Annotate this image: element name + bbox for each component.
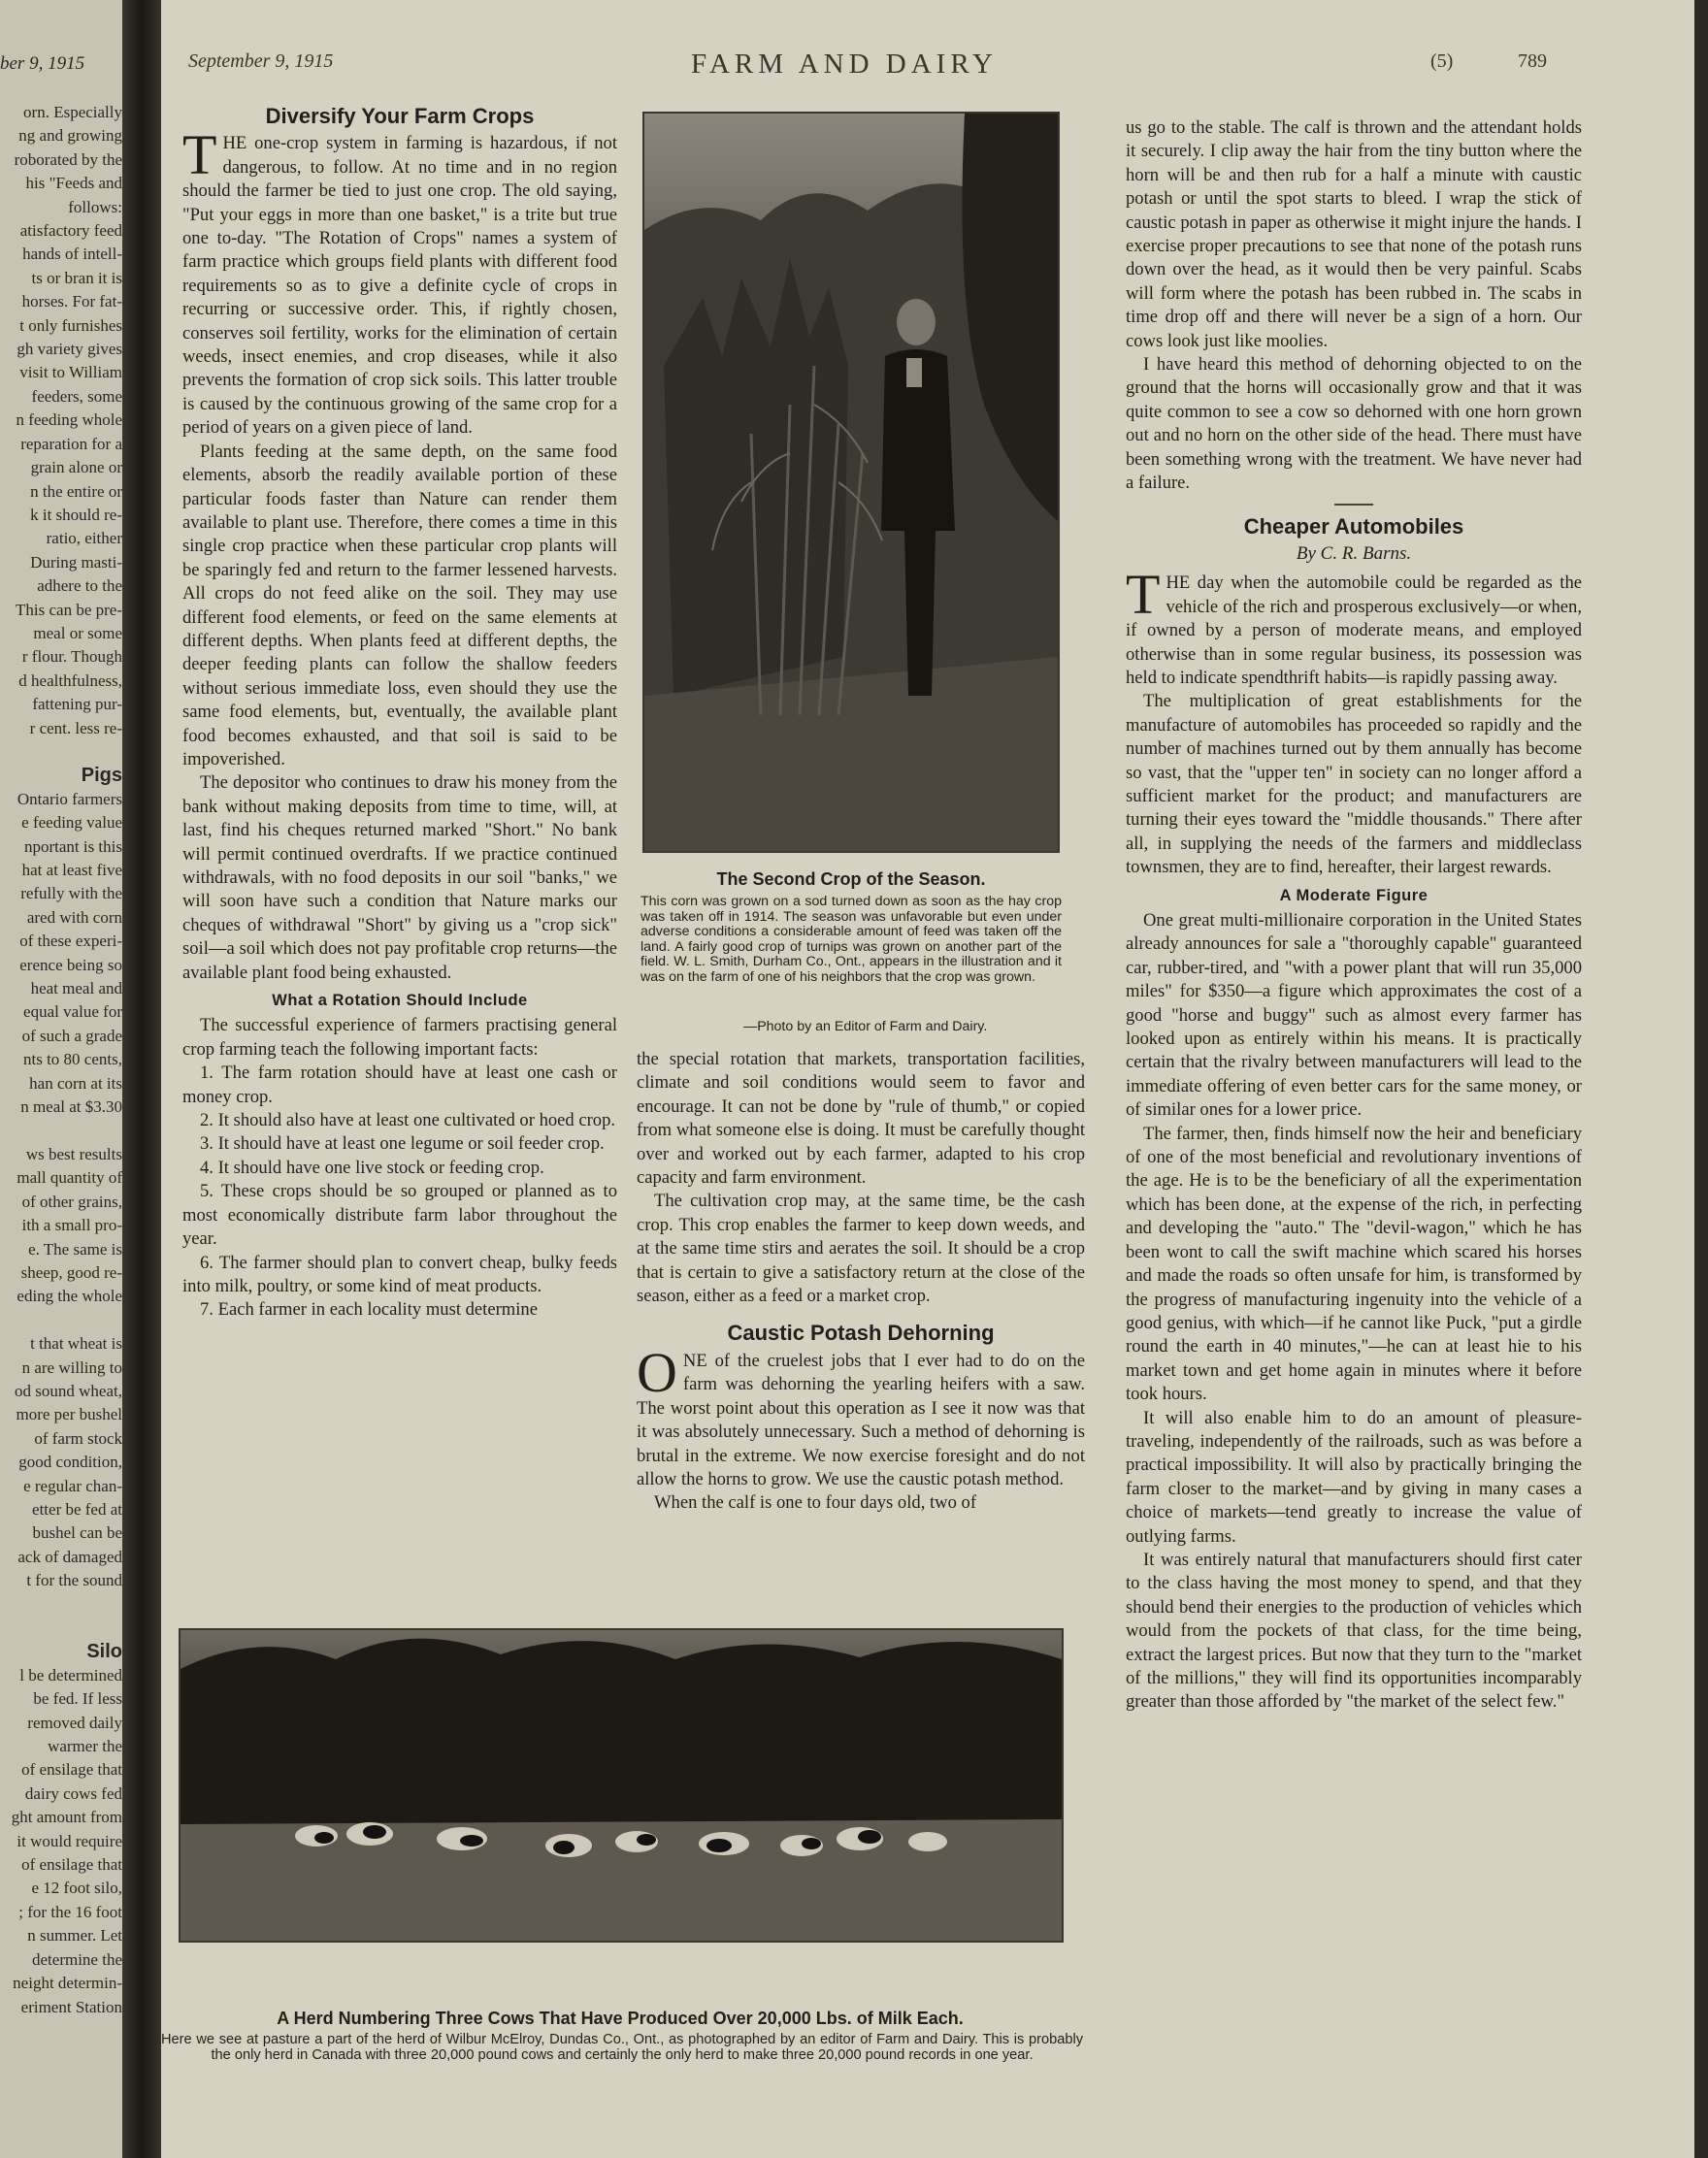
previous-page-line: more per bushel bbox=[16, 1405, 122, 1424]
previous-page-line: nportant is this bbox=[23, 836, 122, 856]
article-paragraph: The depositor who continues to draw his money from the bank without making deposits from time to time, will, at last, find his cheques returned marked "Short." No bank will permit continued overdrafts. If we practice continued withdrawals, with no food deposits in our soil "banks," we will soon have such a condition that Nature marks our cheques of withdrawal "Short" by giving us a "crop sick" soil—a soil which does not pay profitable crop returns—the available plant food being exhausted. bbox=[182, 772, 617, 983]
previous-page-line: etter be fed at bbox=[32, 1499, 122, 1519]
list-item: 3. It should have at least one legume or soil feeder crop. bbox=[200, 1133, 605, 1155]
article-paragraph: us go to the stable. The calf is thrown and the attendant holds it securely. I clip away the hair from the tiny button where the horn will be and then rub for a half a minute with caustic potash or until the spot starts to bleed. I wrap the stick of caustic potash in paper as otherwise it might injure the hands. I exercise proper precautions to see that none of the potash runs down over the head, as it would then be very painful. Scabs will form where the potash has been rubbed in. The scabs in time drop off and there will never be a sign of a horn. Our cows look just like moolies. bbox=[1126, 117, 1582, 351]
previous-page-line: of ensilage that bbox=[21, 1855, 122, 1875]
list-item: 2. It should also have at least one cultivated or hoed crop. bbox=[200, 1110, 616, 1131]
previous-page-line: hands of intell- bbox=[22, 245, 122, 264]
article-paragraph: the special rotation that markets, transportation facilities, climate and soil conditions would seem to favor and encourage. It can not be done by "rule of thumb," or copied from what someone else is doing. It must be carefully thought over and worked out by each farmer, adapted to his crop capacity and farm environment. bbox=[637, 1049, 1085, 1189]
previous-page-line: e feeding value bbox=[21, 813, 122, 833]
previous-page-line: e regular chan- bbox=[23, 1476, 122, 1495]
previous-page-line: k it should re- bbox=[30, 505, 122, 524]
article-paragraph: The farmer, then, finds himself now the heir and beneficiary of one of the most beneficial and revolutionary inventions of the age. He is to be the beneficiary of all the experimentation which has been done, at the expense of the rich, in perfecting and developing the "auto." The "devil-wagon," which he has been wont to call the swift machine which scared his horses and made the roads so often unsafe for him, is transformed by the progress of manufacturing ingenuity into the vehicle of a good genius, with which—if he cannot like Puck, "put a girdle round the earth in 40 minutes,"—he can at least hie to his market town and get home again in minutes where it before took hours. bbox=[1126, 1123, 1582, 1405]
caption-body-herd: Here we see at pasture a part of the herd of Wilbur McElroy, Dundas Co., Ont., as photographed by an editor of Farm and Dairy. This is probably the only herd in Canada with three 20,000 pound cows and certainly the only herd to make three 20,000 pound records in one year. bbox=[161, 2032, 1083, 2064]
book-gutter bbox=[122, 0, 165, 2158]
previous-page-line: ght amount from bbox=[11, 1808, 122, 1827]
previous-page-line: follows: bbox=[68, 197, 122, 216]
previous-page-strip bbox=[0, 0, 124, 2158]
previous-page-line: roborated by the bbox=[14, 149, 122, 169]
previous-page-line: of farm stock bbox=[34, 1428, 122, 1448]
subheading-rotation: What a Rotation Should Include bbox=[272, 992, 528, 1010]
previous-page-line: n feeding whole bbox=[16, 410, 122, 430]
subheading-moderate-figure: A Moderate Figure bbox=[1279, 886, 1429, 904]
previous-page-line: bushel can be bbox=[32, 1523, 122, 1543]
paragraph-text: NE of the cruelest jobs that I ever had to do on the farm was dehorning the yearling heifers with a saw. The worst point about this operation as I see it now was that it was absolutely unnecessary. Such a method of dehorning is brutal in the extreme. We now exercise foresight and do not allow the horns to grow. We use the caustic potash method. bbox=[637, 1350, 1085, 1489]
byline: By C. R. Barns. bbox=[1296, 542, 1412, 564]
previous-page-line: of such a grade bbox=[21, 1026, 122, 1045]
previous-page-line: t only furnishes bbox=[19, 315, 122, 335]
article-paragraph bbox=[1126, 563, 1582, 690]
previous-page-line: Pigs bbox=[81, 765, 122, 787]
previous-page-line: ack of damaged bbox=[17, 1547, 122, 1566]
article-paragraph: Plants feeding at the same depth, on the same food elements, absorb the readily available portion of these particular foods faster than Nature can render them available to plant use. Therefore, there comes a time in this single crop practice when these particular crop plants will be sparingly fed and return to the farmer lessened harvests. All crops do not feed alike on the soil. They may use different food elements, or feed on the same elements at different depths. When plants feed at different depths, the deeper feeding plants can follow the shallow feeders without serious immediate loss, even should they use the same food elements, but, eventually, the available plant food becomes exhausted, and that soil is said to be impoverished. bbox=[182, 441, 617, 769]
previous-page-line: his "Feeds and bbox=[25, 174, 122, 193]
page-number-paren: (5) bbox=[1430, 50, 1454, 72]
previous-page-line: n summer. Let bbox=[27, 1926, 122, 1945]
list-item: 5. These crops should be so grouped or planned as to most economically distribute farm labor throughout the year. bbox=[182, 1181, 617, 1250]
column-three bbox=[1126, 116, 1582, 1715]
masthead-title: FARM AND DAIRY bbox=[691, 49, 999, 80]
photo-credit: —Photo by an Editor of Farm and Dairy. bbox=[743, 1019, 988, 1034]
previous-page-line: mall quantity of bbox=[16, 1168, 122, 1188]
previous-page-line: determine the bbox=[32, 1949, 122, 1969]
photo-cow-herd-image bbox=[181, 1630, 1062, 1941]
list-item: 1. The farm rotation should have at least one cash or money crop. bbox=[182, 1063, 617, 1107]
previous-page-line: gh variety gives bbox=[16, 340, 122, 359]
article-paragraph: It was entirely natural that manufacturers should first cater to the class having the most money to spend, and that they should bend their energies to the production of vehicles which would from the pockets of that class, for the time being, extract the largest prices. But now that they turn to the "market of the millions," they will find its opportunities incomparably greater than those afforded by "the market of the select few." bbox=[1126, 1549, 1582, 1713]
previous-page-line: good condition, bbox=[18, 1453, 122, 1472]
previous-page-line: ng and growing bbox=[18, 126, 122, 146]
caption-title-corn: The Second Crop of the Season. bbox=[716, 869, 986, 889]
previous-page-line: r cent. less re- bbox=[29, 718, 122, 737]
article-title-dehorning: Caustic Potash Dehorning bbox=[727, 1321, 995, 1346]
previous-page-line: Silo bbox=[86, 1641, 122, 1663]
previous-page-line: equal value for bbox=[23, 1002, 122, 1022]
previous-page-line: sheep, good re- bbox=[20, 1262, 122, 1282]
previous-page-line bbox=[12, 1119, 122, 1142]
previous-page-line: This can be pre- bbox=[16, 600, 122, 619]
running-head-date: September 9, 1915 bbox=[188, 50, 334, 72]
article-paragraph bbox=[182, 123, 617, 440]
previous-page-line: e 12 foot silo, bbox=[31, 1879, 122, 1898]
previous-page-line bbox=[12, 1593, 122, 1617]
previous-page-line: visit to William bbox=[19, 363, 122, 382]
previous-page-line: adhere to the bbox=[37, 576, 122, 596]
previous-page-line bbox=[12, 1617, 122, 1640]
previous-page-line: e. The same is bbox=[28, 1239, 122, 1259]
photo-corn-crop-image bbox=[644, 114, 1058, 851]
previous-page-line: of other grains, bbox=[21, 1192, 122, 1211]
article-paragraph: I have heard this method of dehorning objected to on the ground that the horns will occasionally grow and that it was quite common to see a cow so dehorned with one horn grown out and no horn on the other side of the head. There must have been something wrong with the treatment. We have never had a failure. bbox=[1126, 354, 1582, 494]
previous-page-line bbox=[12, 740, 122, 764]
previous-page-line: od sound wheat, bbox=[15, 1381, 122, 1400]
article-title-diversify: Diversify Your Farm Crops bbox=[265, 104, 535, 128]
previous-page-line: ts or bran it is bbox=[31, 268, 122, 287]
previous-page-line: r flour. Though bbox=[21, 647, 122, 667]
article-paragraph: When the calf is one to four days old, two of bbox=[654, 1492, 977, 1514]
article-paragraph bbox=[637, 1340, 1085, 1491]
previous-page-line: ; for the 16 foot bbox=[18, 1902, 122, 1921]
previous-page-line: feeders, some bbox=[31, 386, 122, 406]
previous-page-line: of these experi- bbox=[19, 932, 122, 951]
previous-page-line: l be determined bbox=[19, 1665, 122, 1684]
previous-page-line: n the entire or bbox=[30, 481, 122, 501]
drop-cap: T bbox=[182, 123, 217, 187]
previous-page-line: meal or some bbox=[33, 623, 122, 642]
previous-page-line: warmer the bbox=[48, 1737, 122, 1756]
newspaper-page bbox=[161, 0, 1694, 2158]
previous-page-line: han corn at its bbox=[29, 1073, 122, 1093]
previous-page-line: ratio, either bbox=[46, 529, 122, 548]
previous-page-line: nts to 80 cents, bbox=[23, 1050, 122, 1069]
paragraph-text: HE one-crop system in farming is hazardous, if not dangerous, to follow. At no time and in no region should the farmer be tied to just one crop. The old saying, "Put your eggs in more than one basket," is a trite but true one to-day. "The Rotation of Crops" names a system of farm practice which groups field plants with different food requirements so as to give a definite cycle of crops in recurring or successive order. This, if rightly chosen, conserves soil fertility, works for the elimination of certain weeds, insect enemies, and crop diseases, while it also prevents the formation of crop sick soils. This latter trouble is caused by the continuous growing of the same crop for a period of years on a given piece of land. bbox=[182, 133, 617, 439]
previous-page-line: erence being so bbox=[19, 955, 122, 974]
drop-cap: T bbox=[1126, 563, 1161, 627]
previous-page-line: ith a small pro- bbox=[21, 1216, 122, 1235]
list-item: 7. Each farmer in each locality must determine bbox=[200, 1299, 538, 1321]
previous-page-line: n meal at $3.30 bbox=[20, 1097, 122, 1117]
caption-body-corn: This corn was grown on a sod turned down as soon as the hay crop was taken off in 1914. The season was unfavorable but even under adverse conditions a considerable amount of feed was taken off the land. A fairly good crop of turnips was grown on another part of the field. W. L. Smith, Durham Co., Ont., appears in the illustration and it was on the farm of one of his neighbors that the crop was grown. bbox=[640, 894, 1062, 985]
previous-page-line: ws best results bbox=[25, 1144, 122, 1163]
previous-page-line: fattening pur- bbox=[32, 695, 122, 714]
previous-page-line: refully with the bbox=[20, 884, 122, 903]
previous-page-line: removed daily bbox=[27, 1713, 122, 1732]
photo-cow-herd bbox=[179, 1628, 1064, 1943]
previous-page-line: grain alone or bbox=[30, 458, 122, 477]
previous-page-line: reparation for a bbox=[20, 434, 122, 453]
previous-page-text bbox=[12, 101, 122, 2019]
article-title-automobiles: Cheaper Automobiles bbox=[1243, 513, 1464, 539]
article-paragraph: The cultivation crop may, at the same time, be the cash crop. This crop enables the farmer to keep down weeds, and at the same time stirs and aerates the soil. It should be a crop that is certain to give a satisfactory return at the close of the season, either as a feed or a market crop. bbox=[637, 1191, 1085, 1307]
drop-cap: O bbox=[637, 1340, 677, 1404]
previous-page-line: t for the sound bbox=[26, 1571, 122, 1590]
caption-title-herd: A Herd Numbering Three Cows That Have Produced Over 20,000 Lbs. of Milk Each. bbox=[277, 2009, 964, 2028]
previous-page-line: hat at least five bbox=[21, 861, 122, 879]
column-one bbox=[182, 105, 617, 1323]
list-item: 4. It should have one live stock or feeding crop. bbox=[200, 1157, 544, 1178]
previous-page-line: n are willing to bbox=[21, 1357, 122, 1377]
paragraph-text: HE day when the automobile could be regarded as the vehicle of the rich and prosperous exclusively—or when, if owned by a person of moderate means, and employed otherwise than in some regular business, its possession was held to indicate spendthrift habits—is rapidly passing away. bbox=[1126, 572, 1582, 688]
previous-page-line: of ensilage that bbox=[21, 1760, 122, 1780]
previous-page-line: t that wheat is bbox=[30, 1334, 122, 1354]
previous-page-line: heat meal and bbox=[30, 979, 122, 998]
previous-page-line: neight determin- bbox=[13, 1974, 122, 1993]
previous-page-line: Ontario farmers bbox=[16, 789, 122, 808]
previous-page-line: dairy cows fed bbox=[24, 1783, 122, 1803]
previous-page-line: eriment Station bbox=[20, 1997, 122, 2016]
list-item: 6. The farmer should plan to convert cheap, bulky feeds into milk, poultry, or some kind of meat products. bbox=[182, 1252, 617, 1296]
article-paragraph: The multiplication of great establishments for the manufacture of automobiles has proceeded so rapidly and the number of machines turned out by them annually has become so vast, that the "upper ten" in society can no longer afford a sufficient market for the product; and manufacturers are turning their eyes toward the "middle thousands." There after all, in supplying the needs of the farmers and middleclass townsmen, they are to find, hereafter, their largest rewards. bbox=[1126, 691, 1582, 878]
previous-page-line: horses. For fat- bbox=[21, 292, 122, 311]
previous-page-line: d healthfulness, bbox=[18, 670, 122, 690]
section-divider bbox=[1334, 504, 1373, 506]
previous-page-line: eding the whole bbox=[16, 1287, 122, 1306]
page-number: 789 bbox=[1518, 50, 1547, 72]
previous-page-line bbox=[12, 1309, 122, 1332]
previous-page-line: orn. Especially bbox=[23, 103, 122, 121]
article-paragraph: It will also enable him to do an amount of pleasure-traveling, independently of the railroads, such as was before a practical impossibility. It will also by practically bringing the farm closer to the market—and by giving in many cases a choice of markets—tend greatly to increase the value of outlying farms. bbox=[1126, 1407, 1582, 1547]
previous-page-line: be fed. If less bbox=[33, 1689, 122, 1709]
article-paragraph: The successful experience of farmers practising general crop farming teach the following important facts: bbox=[182, 1015, 617, 1060]
previous-page-line: it would require bbox=[16, 1831, 122, 1850]
column-two bbox=[637, 1048, 1085, 1516]
previous-page-line: atisfactory feed bbox=[19, 221, 122, 241]
photo-corn-crop bbox=[642, 112, 1060, 853]
article-paragraph: One great multi-millionaire corporation in the United States already announces for sale a "thoroughly capable" guaranteed car, rubber-tired, and "with a power plant that will run 35,000 miles" for $350—a figure which approximates the cost of a good "horse and buggy" such as almost every farmer has looked upon as entirely within his means. It is practically certain that the rivalry between manufacturers will lead to the immediate offering of even better cars for the same money, or of similar ones for a lower price. bbox=[1126, 910, 1582, 1121]
previous-page-line: During masti- bbox=[30, 552, 122, 572]
previous-page-line: ared with corn bbox=[26, 907, 122, 927]
previous-page-header: ber 9, 1915 bbox=[0, 53, 85, 74]
